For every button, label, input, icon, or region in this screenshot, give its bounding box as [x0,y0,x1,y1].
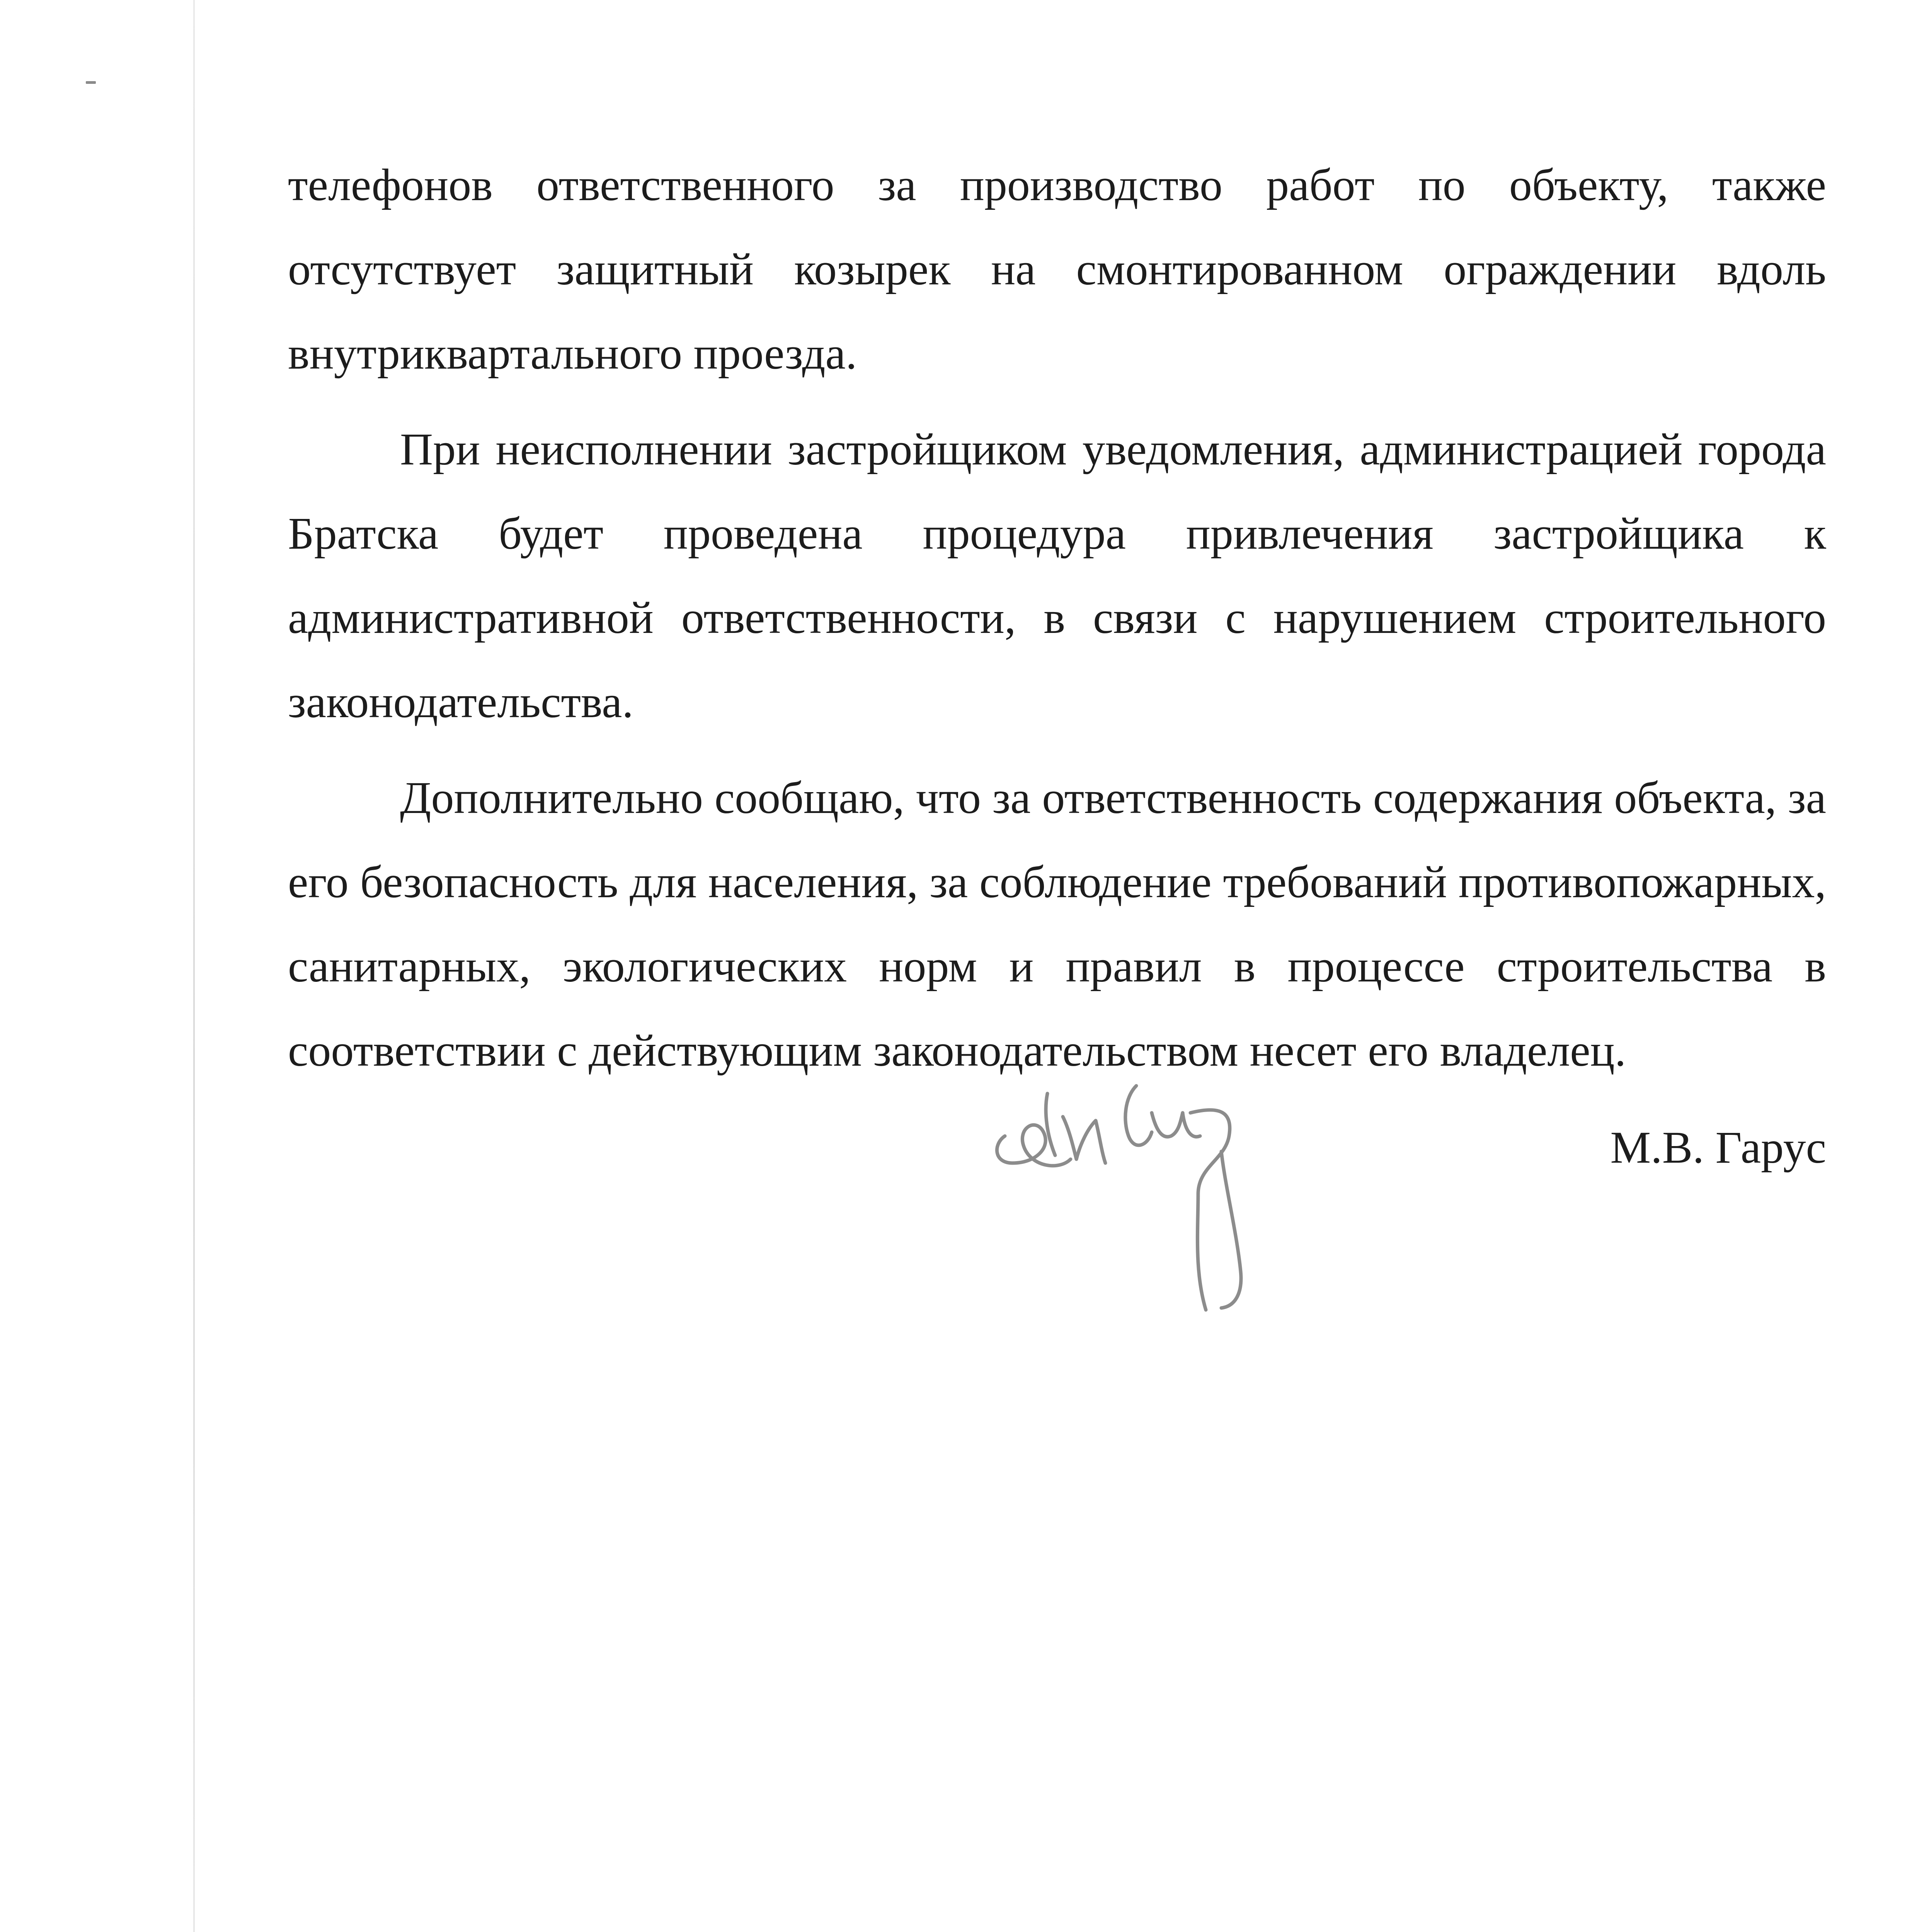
scan-artifact-mark [86,81,96,84]
paragraph-3: Дополнительно сообщаю, что за ответственность содержания объекта, за его безопасность для населения, за соблюдение требований противопожарных, санитарных, экологических норм и правил в процессе строительства в соответствии с действующим законодательством несет его владелец. [288,772,1826,1076]
handwritten-signature-icon [989,1070,1268,1325]
scan-page-edge [193,0,195,1932]
paragraph-2: При неисполнении застройщиком уведомления, администрацией города Братска будет проведена процедура привлечения застройщика к административной ответственности, в связи с нарушением строительного законодательства. [288,424,1826,727]
paragraph-1: телефонов ответственного за производство работ по объекту, также отсутствует защитный козырек на смонтированном ограждении вдоль внутриквартального проезда. [288,160,1826,379]
signer-name: М.В. Гарус [1610,1122,1826,1173]
letter-body [288,143,1826,1104]
